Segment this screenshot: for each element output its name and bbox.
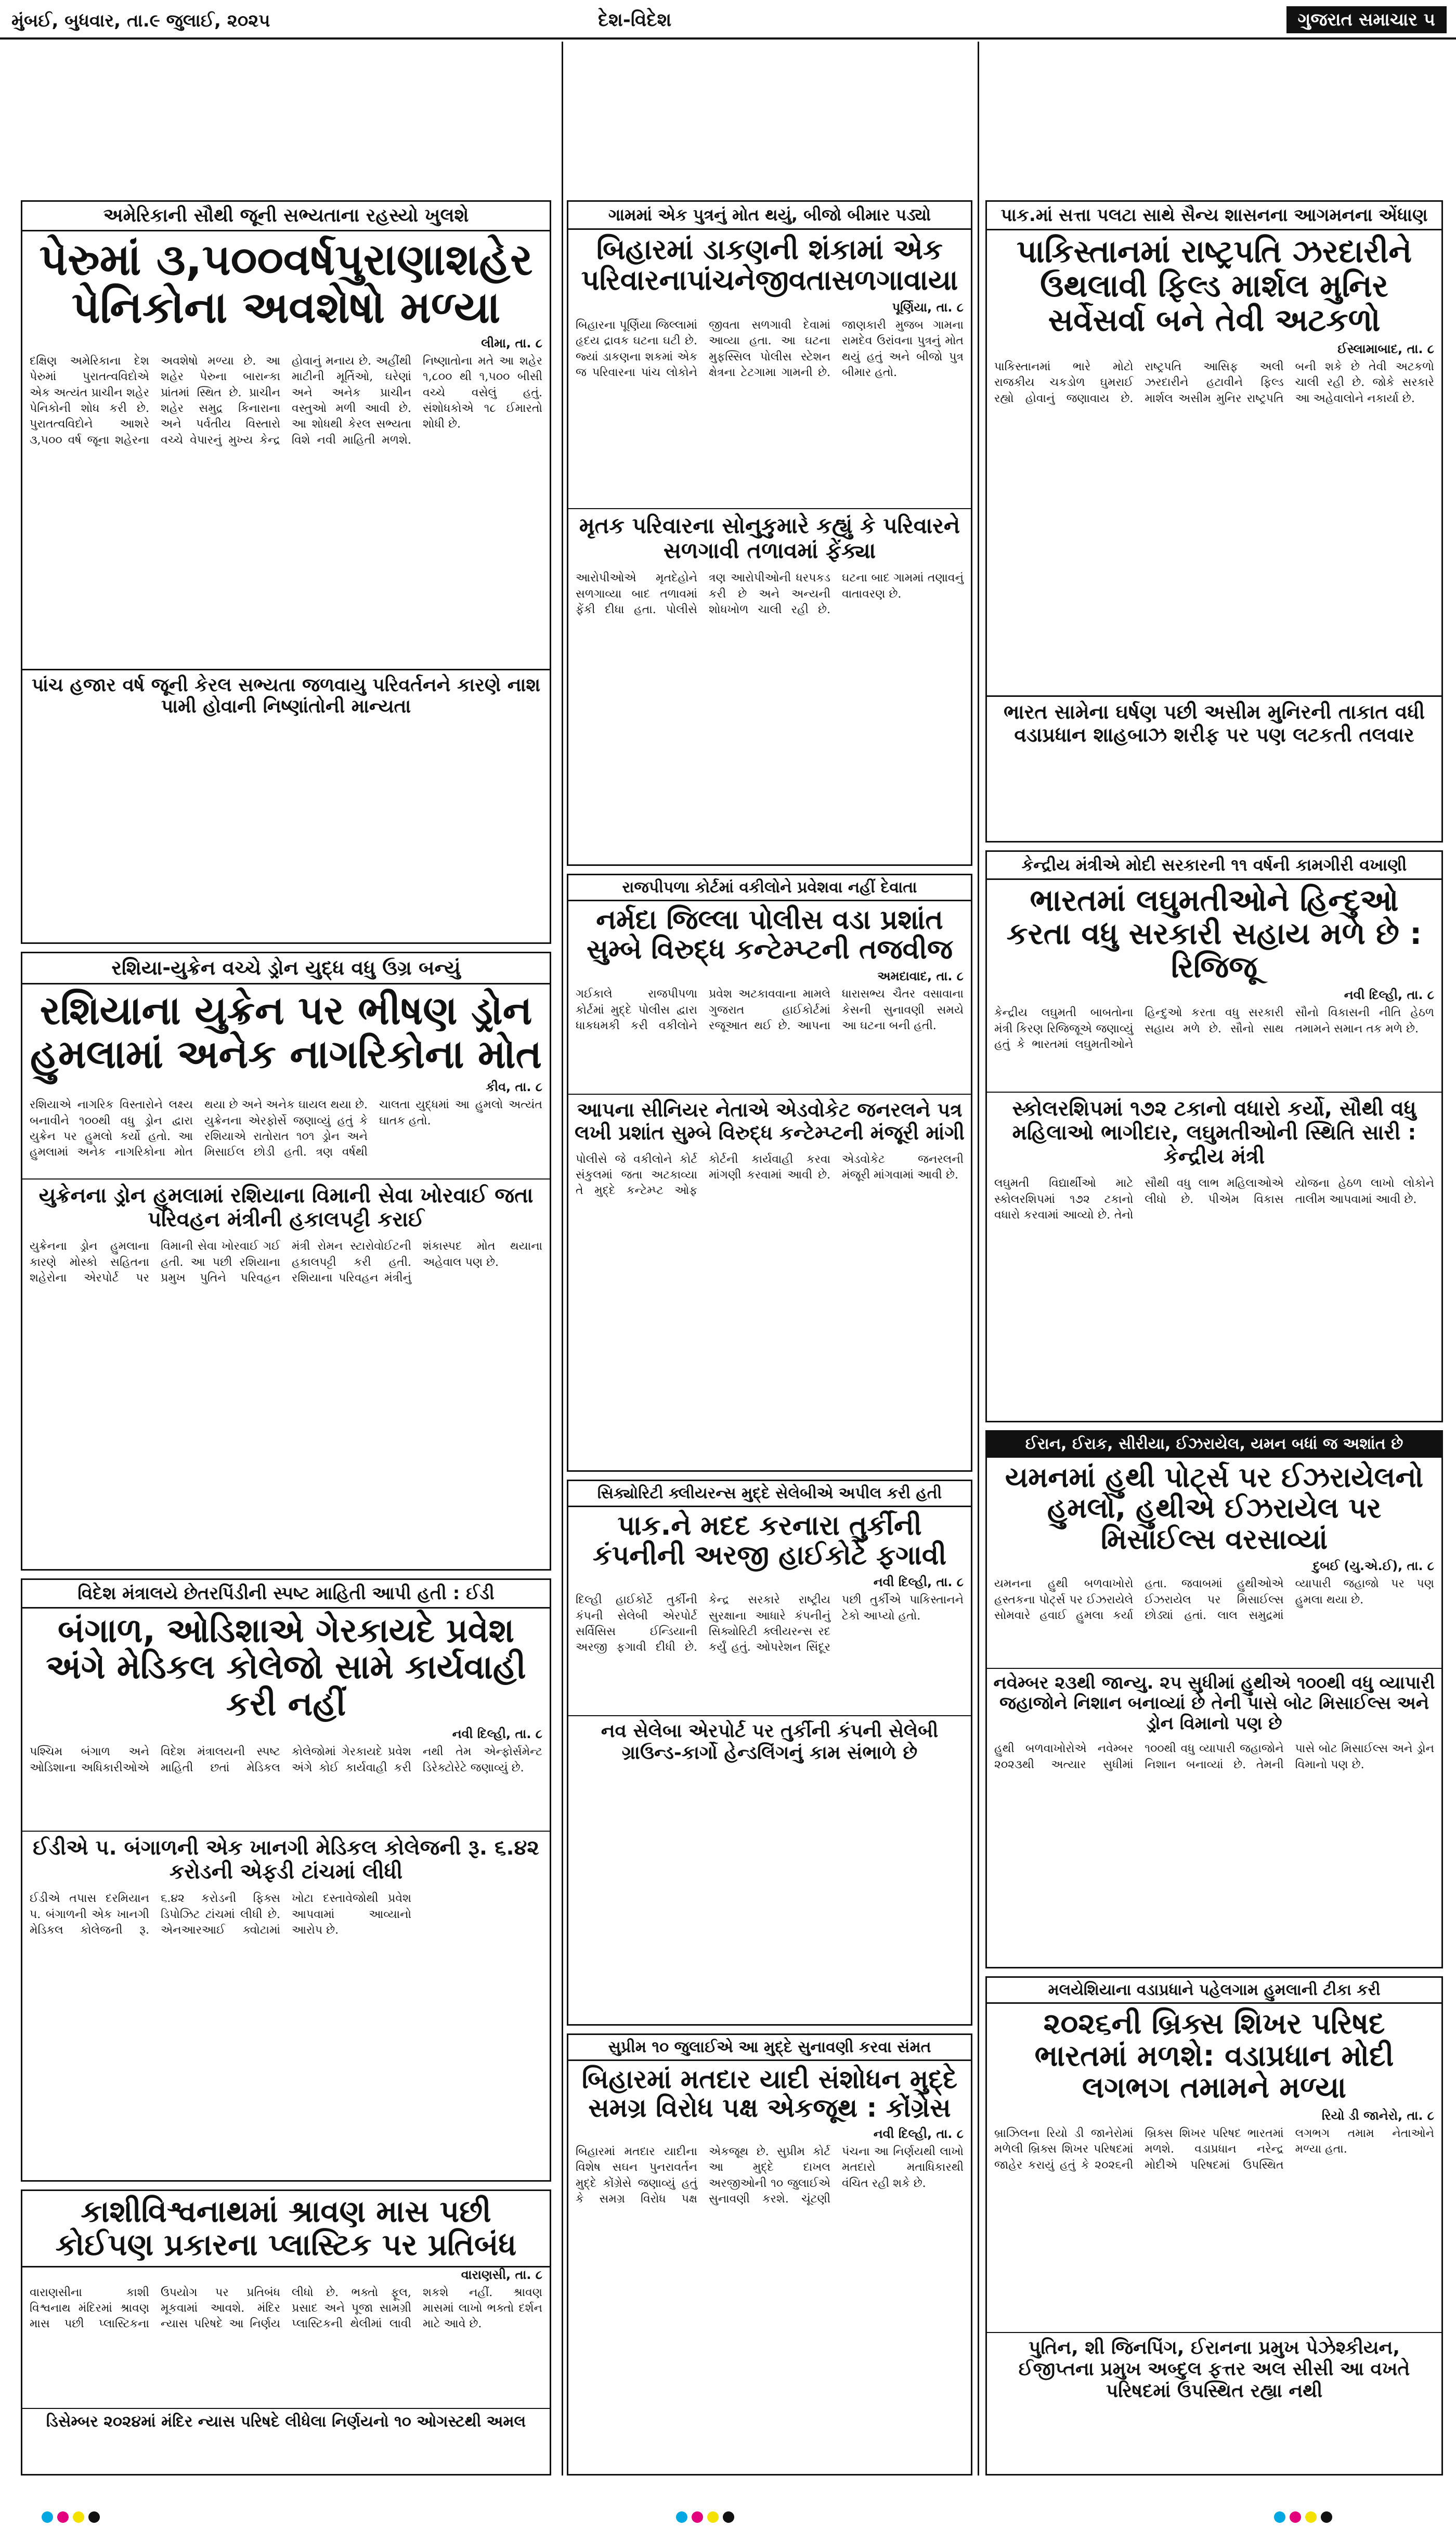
article-body: કેન્દ્રીય લઘુમતી બાબતોના મંત્રી કિરણ રિજિજૂએ જણાવ્યું હતું કે ભારતમાં લઘુમતીઓને હિન્દુઓ કરતા વધુ સરકારી સહાય મળે છે. સૌનો સાથ સૌનો વિકાસની નીતિ હેઠળ તમામને સમાન તક મળે છે. [994, 1006, 1434, 1052]
article-kashi [21, 2189, 551, 2476]
kicker: વિદેશ મંત્રાલયે છેતરપિંડીની સ્પષ્ટ માહિતી આપી હતી : ઈડી [22, 1580, 550, 1609]
footer-headline: પાંચ હજાર વર્ષ જૂની કેરલ સભ્યતા જળવાયુ પરિવર્તનને કારણે નાશ પામી હોવાની નિષ્ણાંતોની માન્યતા [22, 669, 550, 722]
article-body: ગઈકાલે રાજપીપળા કોર્ટમાં મુદ્દે પોલીસ દ્વારા ધાકધમકી કરી વકીલોને પ્રવેશ અટકાવવાના મામલે ગુજરાત હાઈકોર્ટમાં રજૂઆત થઈ છે. આપના ધારાસભ્ય ચૈતર વસાવાના કેસની સુનાવણી સમયે આ ઘટના બની હતી. [576, 988, 964, 1033]
issue-date: મુંબઈ, બુધવાર, તા.૯ જુલાઈ, ૨૦૨૫ [11, 10, 270, 31]
footer-headline: ડિસેમ્બર ૨૦૨૪માં મંદિર ન્યાસ પરિષદે લીધેલા નિર્ણયનો ૧૦ ઓગસ્ટથી અમલ [22, 2408, 550, 2435]
headline: રશિયાના યુક્રેન પર ભીષણ ડ્રોન હુમલામાં અનેક નાગરિકોના મોત [30, 987, 542, 1077]
cyan-mark [1274, 2511, 1285, 2523]
headline: ૨૦૨૬ની બ્રિક્સ શિખર પરિષદ ભારતમાં મળશે: વડાપ્રધાન મોદી લગભગ તમામને મળ્યા [1034, 2007, 1394, 2105]
headline: ભારતમાં લઘુમતીઓને હિન્દુઓ કરતા વધુ સરકારી સહાય મળે છે : રિજિજૂ [1006, 883, 1422, 984]
section-name: દેશ-વિદેશ [598, 9, 672, 31]
kicker: મલયેશિયાના વડાપ્રધાને પહેલગામ હુમલાની ટીકા કરી [987, 1978, 1441, 2004]
column-divider [978, 42, 979, 2476]
kicker: અમેરિકાની સૌથી જૂની સભ્યતાના રહસ્યો ખુલશે [22, 202, 550, 231]
article-body-2: લઘુમતી વિદ્યાર્થીઓ માટે સ્કોલરશિપમાં ૧૭૨ ટકાનો વધારો કરવામાં આવ્યો છે. તેનો સૌથી વધુ લાભ મહિલાઓએ લીધો છે. પીએમ વિકાસ યોજના હેઠળ લાખો લોકોને તાલીમ આપવામાં આવી છે. [994, 1177, 1434, 1222]
article-body: બિહારમાં મતદાર યાદીના વિશેષ સઘન પુનરાવર્તન મુદ્દે કોંગ્રેસે જણાવ્યું હતું કે સમગ્ર વિરોધ પક્ષ એકજૂથ છે. સુપ્રીમ કોર્ટ આ મુદ્દે દાખલ અરજીઓની ૧૦ જુલાઈએ સુનાવણી કરશે. ચૂંટણી પંચના આ નિર્ણયથી લાખો મતદારો મતાધિકારથી વંચિત રહી શકે છે. [576, 2145, 964, 2206]
header-rule [0, 37, 1456, 40]
cyan-mark [42, 2511, 53, 2523]
subheadline: સ્કોલરશિપમાં ૧૭૨ ટકાનો વધારો કર્યો, સૌથી વધુ મહિલાઓ ભાગીદાર, લઘુમતીઓની સ્થિતિ સારી : કેન્દ્રીય મંત્રી [987, 1092, 1441, 1173]
dateline: નવી દિલ્હી, તા. ૮ [873, 1575, 964, 1590]
article-body: પાકિસ્તાનમાં ભારે મોટો રાજકીય ચકડોળ ઘુમરાઈ રહ્યો હોવાનું જણાવાય છે. રાષ્ટ્રપતિ આસિફ અલી ઝરદારીને હટાવીને ફિલ્ડ માર્શલ અસીમ મુનિર રાષ્ટ્રપતિ બની શકે છે તેવી અટકળો ચાલી રહી છે. જોકે સરકારે આ અહેવાલોને નકાર્યા છે. [994, 360, 1434, 405]
magenta-mark [57, 2511, 69, 2523]
dateline: પૂર્ણિયા, તા. ૮ [892, 300, 964, 315]
kicker: રશિયા-યુક્રેન વચ્ચે ડ્રોન યુદ્ધ વધુ ઉગ્ર બન્યું [22, 953, 550, 984]
print-registration-marks [676, 2511, 832, 2523]
article-body: બિહારના પૂર્ણિયા જિલ્લામાં હૃદય દ્રાવક ઘટના ઘટી છે. જ્યાં ડાકણના શકમાં એક જ પરિવારના પાંચ લોકોને જીવતા સળગાવી દેવામાં આવ્યા હતા. આ ઘટના મુફસ્સિલ પોલીસ સ્ટેશન ક્ષેત્રના ટેટગામા ગામની છે. જાણકારી મુજબ ગામના રામદેવ ઉરાંવના પુત્રનું મોત થયું હતું અને બીજો પુત્ર બીમાર હતો. [576, 318, 964, 379]
black-mark [88, 2511, 100, 2523]
subheadline: નવ સેલેબા એરપોર્ટ પર તુર્કીની કંપની સેલેબી ગ્રાઉન્ડ-કાર્ગો હેન્ડલિંગનું કામ સંભાળે છે [568, 1715, 971, 1768]
headline: પાક.ને મદદ કરનારા તુર્કીની કંપનીની અરજી હાઈકોર્ટે ફગાવી [592, 1510, 947, 1572]
subheadline: નવેમ્બર ૨૩થી જાન્યુ. ૨૫ સુધીમાં હુથીએ ૧૦૦થી વધુ વ્યાપારી જહાજોને નિશાન બનાવ્યાં છે તેની પાસે બોટ મિસાઈલ્સ અને ડ્રોન વિમાનો પણ છે [987, 1668, 1441, 1738]
kicker: રાજપીપળા કોર્ટમાં વકીલોને પ્રવેશવા નહીં દેવાતા [568, 875, 971, 901]
black-mark [1321, 2511, 1332, 2523]
headline: બિહારમાં મતદાર યાદી સંશોધન મુદ્દે સમગ્ર વિરોધ પક્ષ એકજૂથ : કોંગ્રેસ [581, 2064, 958, 2123]
article-body-2: પોલીસે જે વકીલોને કોર્ટ સંકુલમાં જતા અટકાવ્યા તે મુદ્દે કન્ટેમ્પ્ટ ઓફ કોર્ટની કાર્યવાહી કરવા માંગણી કરવામાં આવી છે. એડવોકેટ જનરલની મંજૂરી માંગવામાં આવી છે. [576, 1152, 964, 1198]
headline: પેરુમાં ૩,૫૦૦વર્ષપુરાણાશહેર પેનિકોના અવશેષો મળ્યા [39, 234, 533, 333]
dateline: નવી દિલ્હી, તા. ૮ [1344, 988, 1434, 1003]
dateline: નવી દિલ્હી, તા. ૮ [452, 1727, 542, 1742]
kicker: ગામમાં એક પુત્રનું મોત થયું, બીજો બીમાર પડ્યો [568, 202, 971, 230]
footer-headline: પુતિન, શી જિનપિંગ, ઈરાનના પ્રમુખ પેઝેશ્કીયન, ઈજીપ્તના પ્રમુખ અબ્દુલ ફત્તર અલ સીસી આ વખતે પરિષદમાં ઉપસ્થિત રહ્યા નથી [987, 2332, 1441, 2406]
yellow-mark [1305, 2511, 1317, 2523]
kicker: ઈરાન, ઈરાક, સીરીયા, ઈઝરાયેલ, યમન બધાં જ અશાંત છે [987, 1432, 1441, 1458]
dateline: કીવ, તા. ૮ [486, 1080, 542, 1095]
article-body: દિલ્હી હાઈકોર્ટે તુર્કીની કંપની સેલેબી એરપોર્ટ સર્વિસિસ ઈન્ડિયાની અરજી ફગાવી દીધી છે. કેન્દ્ર સરકારે રાષ્ટ્રીય સુરક્ષાના આધારે કંપનીનું સિક્યોરિટી ક્લીયરન્સ રદ કર્યું હતું. ઓપરેશન સિંદૂર પછી તુર્કીએ પાકિસ્તાનને ટેકો આપ્યો હતો. [576, 1593, 964, 1654]
yellow-mark [707, 2511, 719, 2523]
dateline: ઈસ્લામાબાદ, તા. ૮ [1337, 342, 1434, 356]
article-turkey [567, 1480, 972, 2026]
print-registration-marks [42, 2511, 198, 2523]
article-body-2: આરોપીઓએ મૃતદેહોને સળગાવ્યા બાદ તળાવમાં ફેંકી દીધા હતા. પોલીસે ત્રણ આરોપીઓની ધરપકડ કરી છે અને અન્યની શોધખોળ ચાલી રહી છે. ઘટના બાદ ગામમાં તણાવનું વાતાવરણ છે. [576, 572, 964, 617]
dateline: અમદાવાદ, તા. ૮ [877, 969, 964, 984]
column-divider [562, 42, 563, 2476]
headline: બિહારમાં ડાકણની શંકામાં એક પરિવારનાપાંચનેજીવતાસળગાવાયા [581, 233, 958, 297]
headline: નર્મદા જિલ્લા પોલીસ વડા પ્રશાંત સુમ્બે વિરુદ્ધ કન્ટેમ્પ્ટની તજવીજ [586, 904, 953, 966]
article-narmada [567, 874, 972, 1472]
subheadline: ઈડીએ પ. બંગાળની એક ખાનગી મેડિકલ કોલેજની રૂ. ૬.૪૨ કરોડની એફડી ટાંચમાં લીધી [22, 1831, 550, 1888]
subheadline: મૃતક પરિવારના સોનુકુમારે કહ્યું કે પરિવારને સળગાવી તળાવમાં ફેંક્યા [568, 508, 971, 568]
article-body: પશ્ચિમ બંગાળ અને ઓડિશાના અધિકારીઓએ વિદેશ મંત્રાલયની સ્પષ્ટ માહિતી છતાં મેડિકલ કોલેજોમાં ગેરકાયદે પ્રવેશ અંગે કોઈ કાર્યવાહી કરી નથી તેમ એન્ફોર્સમેન્ટ ડિરેક્ટોરેટે જણાવ્યું છે. [30, 1745, 542, 1774]
dateline: રિયો ડી જાનેરો, તા. ૮ [1321, 2108, 1434, 2123]
subheadline: આપના સીનિયર નેતાએ એડવોકેટ જનરલને પત્ર લખી પ્રશાંત સુમ્બે વિરુદ્ધ કન્ટેમ્પ્ટની મંજૂરી માંગી [568, 1094, 971, 1148]
magenta-mark [1290, 2511, 1301, 2523]
article-body: રશિયાએ નાગરિક વિસ્તારોને લક્ષ્ય બનાવીને ૧૦૦થી વધુ ડ્રોન દ્વારા યુક્રેન પર હુમલો કર્યો હતો. આ હુમલામાં અનેક નાગરિકોના મોત થયા છે અને અનેક ઘાયલ થયા છે. યુક્રેનના એરફોર્સે જણાવ્યું હતું કે રશિયાએ રાતોરાત ૧૦૧ ડ્રોન અને મિસાઈલ છોડી હતી. ત્રણ વર્ષથી ચાલતા યુદ્ધમાં આ હુમલો અત્યંત ઘાતક હતો. [30, 1098, 542, 1159]
article-yemen [985, 1430, 1443, 1968]
dateline: લીમા, તા. ૮ [481, 335, 542, 351]
subheadline: યુક્રેનના ડ્રોન હુમલામાં રશિયાના વિમાની સેવા ખોરવાઈ જતા પરિવહન મંત્રીની હકાલપટ્ટી કરાઈ [22, 1178, 550, 1236]
article-body: દક્ષિણ અમેરિકાના દેશ પેરુમાં પુરાતત્વવિદોએ એક અત્યંત પ્રાચીન શહેર પેનિકોની શોધ કરી છે. પુરાતત્વવિદોને આશરે ૩,૫૦૦ વર્ષ જૂના શહેરના અવશેષો મળ્યા છે. આ શહેર પેરુના બારાન્કા પ્રાંતમાં સ્થિત છે. પ્રાચીન શહેર સમુદ્ર કિનારાના અને પર્વતીય વિસ્તારો વચ્ચે વેપારનું મુખ્ય કેન્દ્ર હોવાનું મનાય છે. અહીંથી માટીની મૂર્તિઓ, ઘરેણાં અને અનેક પ્રાચીન વસ્તુઓ મળી આવી છે. આ શોધથી કેરલ સભ્યતા વિશે નવી માહિતી મળશે. નિષ્ણાતોના મતે આ શહેર ૧,૮૦૦ થી ૧,૫૦૦ બીસી વચ્ચે વસેલું હતું. સંશોધકોએ ૧૮ ઈમારતો શોધી છે. [30, 354, 542, 447]
article-bengal [21, 1578, 551, 2182]
article-body-2: હુથી બળવાખોરોએ નવેમ્બર ૨૦૨૩થી અત્યાર સુધીમાં ૧૦૦થી વધુ વ્યાપારી જહાજોને નિશાન બનાવ્યાં છે. તેમની પાસે બોટ મિસાઈલ્સ અને ડ્રોન વિમાનો પણ છે. [994, 1742, 1434, 1771]
kicker: સુપ્રીમ ૧૦ જુલાઈએ આ મુદ્દે સુનાવણી કરવા સંમત [568, 2035, 971, 2061]
yellow-mark [73, 2511, 84, 2523]
black-mark [723, 2511, 734, 2523]
article-body: વારાણસીના કાશી વિશ્વનાથ મંદિરમાં શ્રાવણ માસ પછી પ્લાસ્ટિકના ઉપયોગ પર પ્રતિબંધ મૂકવામાં આવશે. મંદિર ન્યાસ પરિષદે આ નિર્ણય લીધો છે. ભક્તો ફૂલ, પ્રસાદ અને પૂજા સામગ્રી પ્લાસ્ટિકની થેલીમાં લાવી શકશે નહીં. શ્રાવણ માસમાં લાખો ભક્તો દર્શન માટે આવે છે. [30, 2286, 542, 2331]
magenta-mark [692, 2511, 703, 2523]
article-peru [21, 200, 551, 944]
kicker: કેન્દ્રીય મંત્રીએ મોદી સરકારની ૧૧ વર્ષની કામગીરી વખાણી [987, 852, 1441, 880]
print-registration-marks [1274, 2511, 1430, 2523]
article-pakistan [985, 200, 1443, 843]
headline: બંગાળ, ઓડિશાએ ગેરકાયદે પ્રવેશ અંગે મેડિકલ કોલેજો સામે કાર્યવાહી કરી નહીં [46, 1612, 526, 1723]
dateline: વારાણસી, તા. ૮ [461, 2267, 542, 2282]
headline: કાશીવિશ્વનાથમાં શ્રાવણ માસ પછી કોઈપણ પ્રકારના પ્લાસ્ટિક પર પ્રતિબંધ [22, 2191, 550, 2267]
kicker: પાક.માં સત્તા પલટા સાથે સૈન્ય શાસનના આગમનના એંધાણ [987, 202, 1441, 230]
dateline: નવી દિલ્હી, તા. ૮ [873, 2127, 964, 2141]
cyan-mark [676, 2511, 687, 2523]
headline: પાકિસ્તાનમાં રાષ્ટ્રપતિ ઝરદારીને ઉથલાવી ફિલ્ડ માર્શલ મુનિર સર્વેસર્વા બને તેવી અટકળો [1017, 234, 1412, 339]
article-body: બ્રાઝિલના રિયો ડી જાનેરોમાં મળેલી બ્રિક્સ શિખર પરિષદમાં જાહેર કરાયું હતું કે ૨૦૨૬ની બ્રિક્સ શિખર પરિષદ ભારતમાં મળશે. વડાપ્રધાન નરેન્દ્ર મોદીએ પરિષદમાં ઉપસ્થિત લગભગ તમામ નેતાઓને મળ્યા હતા. [994, 2127, 1434, 2172]
newspaper-name: ગુજરાત સમાચાર ૫ [1286, 6, 1447, 33]
headline: યમનમાં હુથી પોર્ટ્સ પર ઈઝરાયેલનો હુમલો, હુથીએ ઈઝરાયેલ પર મિસાઈલ્સ વરસાવ્યાં [1005, 1461, 1424, 1556]
article-bihar-voter [567, 2033, 972, 2476]
footer-headline: ભારત સામેના ઘર્ષણ પછી અસીમ મુનિરની તાકાત વધી વડાપ્રધાન શાહબાઝ શરીફ પર પણ લટકતી તલવાર [987, 695, 1441, 750]
article-bihar-witch [567, 200, 972, 866]
article-body: યમનના હુથી બળવાખોરો હસ્તકના પોર્ટ્સ પર ઈઝરાયેલે સોમવારે હવાઈ હુમલા કર્યા હતા. જવાબમાં હુથીઓએ ઈઝરાયેલ પર મિસાઈલ્સ છોડ્યાં હતાં. લાલ સમુદ્રમાં વ્યાપારી જહાજો પર પણ હુમલા થયા છે. [994, 1577, 1434, 1622]
article-rijiju [985, 850, 1443, 1422]
dateline: દુબઈ (યુ.એ.ઈ), તા. ૮ [1312, 1559, 1434, 1574]
article-body-2: ઈડીએ તપાસ દરમિયાન પ. બંગાળની એક ખાનગી મેડિકલ કોલેજની રૂ. ૬.૪૨ કરોડની ફિક્સ ડિપોઝિટ ટાંચમાં લીધી છે. એનઆરઆઈ ક્વોટામાં ખોટા દસ્તાવેજોથી પ્રવેશ આપવામાં આવ્યાનો આરોપ છે. [30, 1892, 411, 1937]
kicker: સિક્યોરિટી ક્લીયરન્સ મુદ્દે સેલેબીએ અપીલ કરી હતી [568, 1481, 971, 1507]
article-russia [21, 952, 551, 1571]
article-brics [985, 1976, 1443, 2476]
article-body-2: યુક્રેનના ડ્રોન હુમલાના કારણે મોસ્કો સહિતના શહેરોના એરપોર્ટ પર વિમાની સેવા ખોરવાઈ ગઈ હતી. આ પછી રશિયાના પ્રમુખ પુતિને પરિવહન મંત્રી રોમન સ્ટારોવોઈટની હકાલપટ્ટી કરી હતી. રશિયાના પરિવહન મંત્રીનું શંકાસ્પદ મોત થયાના અહેવાલ પણ છે. [30, 1240, 542, 1285]
